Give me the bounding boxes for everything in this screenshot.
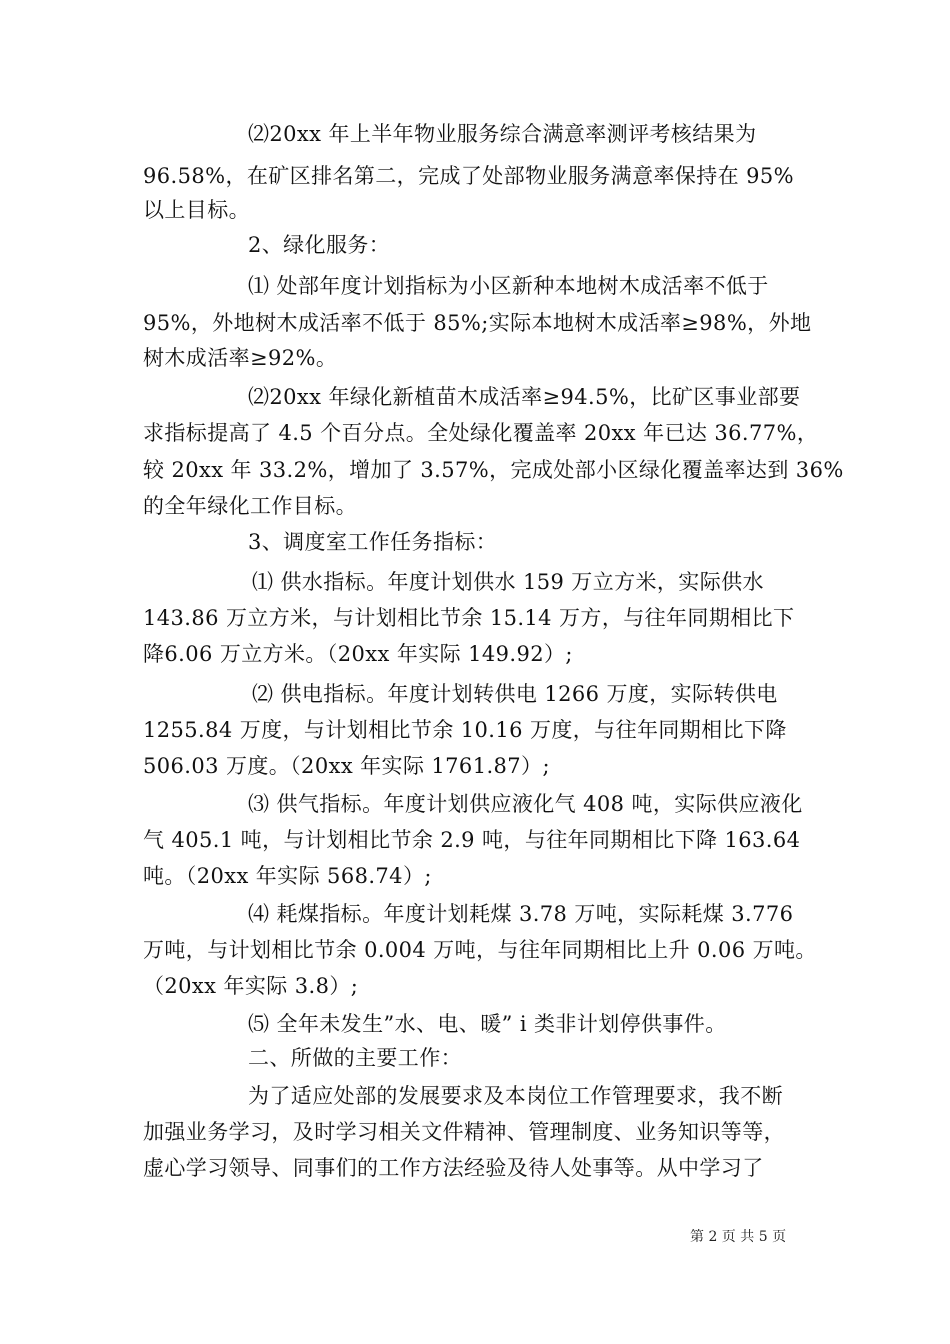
text-line: 气 405.1 吨，与计划相比节余 2.9 吨，与往年同期相比下降 163.64 (143, 828, 801, 852)
section-heading: 3、调度室工作任务指标： (248, 530, 498, 554)
text-line: 1255.84 万度，与计划相比节余 10.16 万度，与往年同期相比下降 (143, 718, 787, 742)
section-heading: 二、所做的主要工作： (248, 1046, 462, 1070)
text-line: 求指标提高了 4.5 个百分点。全处绿化覆盖率 20xx 年已达 36.77%， (143, 421, 819, 445)
text-line: 加强业务学习，及时学习相关文件精神、管理制度、业务知识等等， (143, 1120, 785, 1144)
text-line: ⑷ 耗煤指标。年度计划耗煤 3.78 万吨，实际耗煤 3.776 (248, 902, 794, 926)
text-line: 降6.06 万立方米。（20xx 年实际 149.92）; (143, 642, 573, 666)
text-line: 95%，外地树木成活率不低于 85%;实际本地树木成活率≥98%，外地 (143, 311, 812, 335)
text-line: ⑸ 全年未发生”水、电、暖” i 类非计划停供事件。 (248, 1012, 727, 1036)
section-heading: 2、绿化服务： (248, 233, 391, 257)
text-line: ⑵ 供电指标。年度计划转供电 1266 万度，实际转供电 (252, 682, 778, 706)
text-line: 吨。（20xx 年实际 568.74）; (143, 864, 432, 888)
text-line: 万吨，与计划相比节余 0.004 万吨，与往年同期相比上升 0.06 万吨。 (143, 938, 817, 962)
text-line: 以上目标。 (143, 198, 250, 222)
text-line: 96.58%，在矿区排名第二，完成了处部物业服务满意率保持在 95% (143, 164, 795, 188)
text-line: 506.03 万度。（20xx 年实际 1761.87）; (143, 754, 550, 778)
page-footer: 第 2 页 共 5 页 (690, 1229, 787, 1245)
text-line: 较 20xx 年 33.2%，增加了 3.57%，完成处部小区绿化覆盖率达到 36% (143, 458, 844, 482)
text-line: ⑴ 供水指标。年度计划供水 159 万立方米，实际供水 (252, 570, 764, 594)
text-line: ⑵20xx 年绿化新植苗木成活率≥94.5%，比矿区事业部要 (248, 385, 801, 409)
text-line: 为了适应处部的发展要求及本岗位工作管理要求，我不断 (248, 1084, 783, 1108)
text-line: ⑴ 处部年度计划指标为小区新种本地树木成活率不低于 (248, 274, 769, 298)
text-line: 143.86 万立方米，与计划相比节余 15.14 万方，与往年同期相比下 (143, 606, 795, 630)
text-line: （20xx 年实际 3.8）; (143, 974, 359, 998)
text-line: 虚心学习领导、同事们的工作方法经验及待人处事等。从中学习了 (143, 1156, 764, 1180)
text-line: ⑵20xx 年上半年物业服务综合满意率测评考核结果为 (248, 122, 757, 146)
text-line: ⑶ 供气指标。年度计划供应液化气 408 吨，实际供应液化 (248, 792, 803, 816)
text-line: 的全年绿化工作目标。 (143, 494, 357, 518)
text-line: 树木成活率≥92%。 (143, 346, 338, 370)
